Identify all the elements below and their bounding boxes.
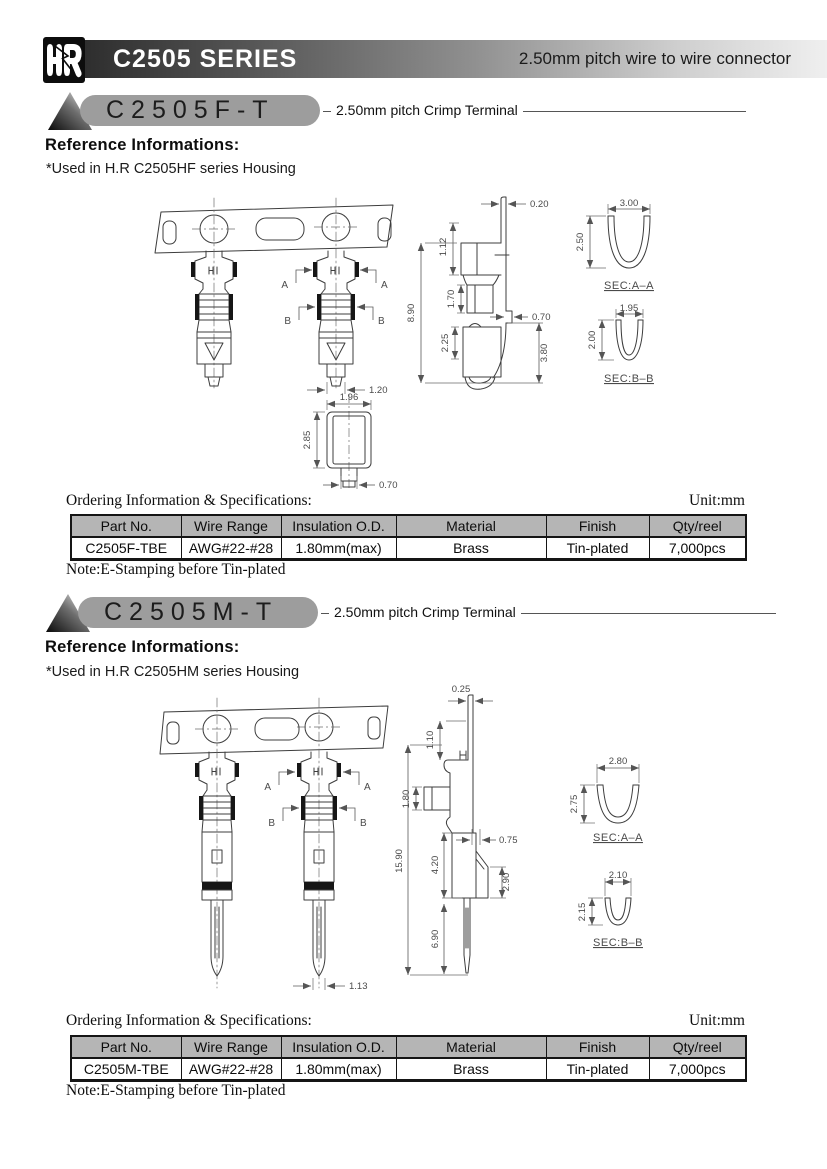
table-row xyxy=(71,537,746,559)
section-callout-b: B xyxy=(360,818,367,829)
col-finish: Finish xyxy=(546,515,649,537)
female-sec-bb-drawing xyxy=(548,303,713,391)
col-finish: Finish xyxy=(546,1036,649,1058)
dim-sec-depth: 2.00 xyxy=(587,330,598,350)
col-insulation: Insulation O.D. xyxy=(281,515,396,537)
dim-overall: 15.90 xyxy=(394,849,405,873)
male-sec-bb-drawing xyxy=(560,862,730,952)
dim-box-length: 4.20 xyxy=(430,855,441,875)
hr-logo xyxy=(43,37,85,83)
sec-aa-label: SEC:A–A xyxy=(593,832,643,844)
dim-tab: 0.25 xyxy=(451,684,471,695)
section-callout-b: B xyxy=(284,316,291,327)
female-bottom-drawing xyxy=(283,388,413,493)
dim-lance-offset: 0.75 xyxy=(499,835,518,846)
dim-box-rear: 3.80 xyxy=(539,343,550,363)
section-callout-a: A xyxy=(364,782,371,793)
part-subtitle: 2.50mm pitch Crimp Terminal xyxy=(329,604,521,620)
dim-wing-height: 1.12 xyxy=(438,237,449,257)
dim-sec-depth: 2.15 xyxy=(577,902,588,922)
female-chain-drawing xyxy=(150,190,400,395)
female-sec-aa-drawing xyxy=(548,198,713,298)
cell-wire-range: AWG#22-#28 xyxy=(181,1058,281,1080)
dim-sec-width: 1.95 xyxy=(619,303,639,314)
col-material: Material xyxy=(396,515,546,537)
stamping-note: Note:E-Stamping before Tin-plated xyxy=(66,1082,286,1099)
cell-material: Brass xyxy=(396,1058,546,1080)
spec-table-male xyxy=(70,1035,747,1082)
dim-bottom-height: 2.85 xyxy=(302,430,313,450)
dim-wing-height: 1.10 xyxy=(425,730,436,750)
cell-insulation: 1.80mm(max) xyxy=(281,537,396,559)
dim-bottom-width: 1.96 xyxy=(339,392,359,403)
col-part-no: Part No. xyxy=(71,1036,181,1058)
table-header-row xyxy=(71,515,746,537)
section-callout-a: A xyxy=(281,280,288,291)
cell-qty: 7,000pcs xyxy=(649,537,746,559)
male-side-drawing xyxy=(394,683,573,988)
dim-barrel-height: 1.80 xyxy=(401,789,412,809)
ordering-title: Ordering Information & Specifications: xyxy=(66,1012,312,1029)
reference-heading: Reference Informations: xyxy=(45,638,240,656)
section-callout-b: B xyxy=(378,316,385,327)
cell-finish: Tin-plated xyxy=(546,1058,649,1080)
cell-wire-range: AWG#22-#28 xyxy=(181,537,281,559)
dim-box-front: 2.25 xyxy=(440,333,451,353)
dim-bottom-tab: 0.70 xyxy=(379,480,398,491)
dim-tip-width: 1.20 xyxy=(369,385,388,396)
unit-label: Unit:mm xyxy=(689,492,745,509)
col-qty: Qty/reel xyxy=(649,515,746,537)
dim-sec-width: 2.10 xyxy=(608,870,628,881)
dim-barrel-height: 1.70 xyxy=(446,289,457,309)
section-callout-b: B xyxy=(268,818,275,829)
cell-qty: 7,000pcs xyxy=(649,1058,746,1080)
dim-sec-depth: 2.75 xyxy=(569,794,580,814)
cell-finish: Tin-plated xyxy=(546,537,649,559)
col-wire-range: Wire Range xyxy=(181,1036,281,1058)
part-title-badge: C2505M-T xyxy=(78,597,318,628)
cell-part-no: C2505M-TBE xyxy=(71,1058,181,1080)
col-qty: Qty/reel xyxy=(649,1036,746,1058)
header-subtitle: 2.50mm pitch wire to wire connector xyxy=(518,49,791,68)
sec-bb-label: SEC:B–B xyxy=(604,373,654,385)
section-callout-a: A xyxy=(264,782,271,793)
sec-bb-label: SEC:B–B xyxy=(593,937,643,949)
male-sec-aa-drawing xyxy=(560,752,730,847)
table-row xyxy=(71,1058,746,1080)
reference-heading: Reference Informations: xyxy=(45,136,240,154)
dim-lance-length: 2.90 xyxy=(501,872,512,892)
sec-aa-label: SEC:A–A xyxy=(604,280,654,292)
cell-material: Brass xyxy=(396,537,546,559)
col-material: Material xyxy=(396,1036,546,1058)
part-title-badge: C2505F-T xyxy=(80,95,320,126)
male-chain-drawing xyxy=(155,692,395,992)
dim-tip-width: 1.13 xyxy=(349,981,368,992)
col-insulation: Insulation O.D. xyxy=(281,1036,396,1058)
dim-sec-width: 2.80 xyxy=(608,756,628,767)
dim-pin-length: 6.90 xyxy=(430,929,441,949)
dim-sec-width: 3.00 xyxy=(619,198,639,209)
cell-insulation: 1.80mm(max) xyxy=(281,1058,396,1080)
dim-sec-depth: 2.50 xyxy=(575,232,586,252)
unit-label: Unit:mm xyxy=(689,1012,745,1029)
dim-tab: 0.20 xyxy=(530,199,549,210)
table-header-row xyxy=(71,1036,746,1058)
dim-overall: 8.90 xyxy=(406,303,417,323)
header-bar xyxy=(85,40,827,78)
reference-note: *Used in H.R C2505HM series Housing xyxy=(46,664,300,680)
cell-part-no: C2505F-TBE xyxy=(71,537,181,559)
series-title: C2505 SERIES xyxy=(113,44,298,73)
spec-table-female xyxy=(70,514,747,561)
col-wire-range: Wire Range xyxy=(181,515,281,537)
reference-note: *Used in H.R C2505HF series Housing xyxy=(46,161,296,177)
stamping-note: Note:E-Stamping before Tin-plated xyxy=(66,561,286,578)
col-part-no: Part No. xyxy=(71,515,181,537)
ordering-title: Ordering Information & Specifications: xyxy=(66,492,312,509)
part-subtitle: 2.50mm pitch Crimp Terminal xyxy=(331,102,523,118)
section-callout-a: A xyxy=(381,280,388,291)
dim-step: 0.70 xyxy=(532,312,551,323)
